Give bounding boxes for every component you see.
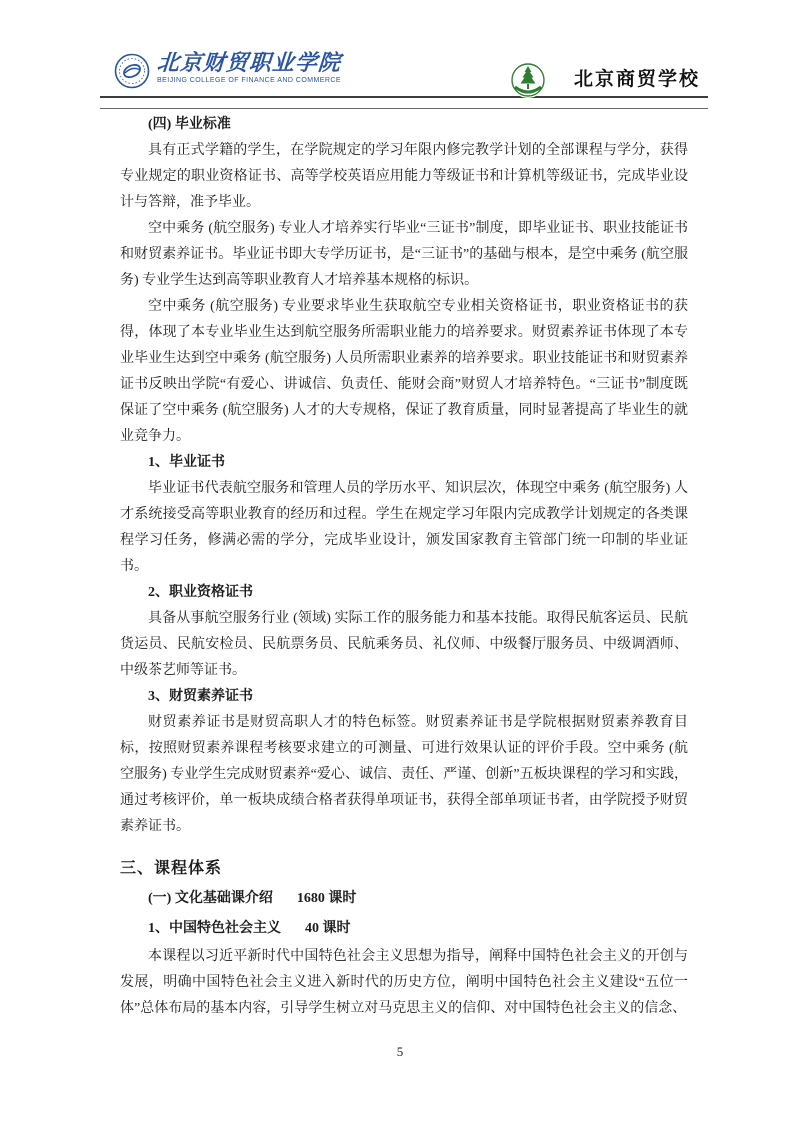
college-seal-icon	[114, 53, 150, 89]
paragraph: 具有正式学籍的学生，在学院规定的学习年限内修完教学计划的全部课程与学分，获得专业规定的职业资格证书、高等学校英语应用能力等级证书和计算机等级证书，完成毕业设计与答辩，准予毕业。	[120, 143, 688, 210]
course-hours: 40 课时	[305, 921, 351, 936]
school-name-zh: 北京商贸学校	[574, 69, 701, 90]
paragraph: 毕业证书代表航空服务和管理人员的学历水平、知识层次，体现空中乘务 (航空服务) 人才系统接受高等职业教育的经历和过程。学生在规定学习年限内完成教学计划规定的各类课程学习任务，修满必需的学分，完成毕业设计，颁发国家教育主管部门统一印制的毕业证书。	[120, 481, 688, 574]
chapter-heading-curriculum: 三、课程体系	[120, 860, 223, 877]
paragraph: 财贸素养证书是财贸高职人才的特色标签。财贸素养证书是学院根据财贸素养教育目标，按照财贸素养课程考核要求建立的可测量、可进行效果认证的评价手段。空中乘务 (航空服务) 专业学生完成财贸素养“爱心、诚信、责任、严谨、创新”五板块课程的学习和实践，通过考核评价，单一板块成绩合格者获得单项证书，获得全部单项证书者，由学院授予财贸素养证书。	[120, 715, 688, 834]
certificate-heading-1: 1、毕业证书	[148, 455, 225, 470]
tree-icon	[510, 62, 546, 98]
paragraph: 本课程以习近平新时代中国特色社会主义思想为指导，阐释中国特色社会主义的开创与发展，明确中国特色社会主义进入新时代的历史方位，阐明中国特色社会主义建设“五位一体”总体布局的基本内容，引导学生树立对马克思主义的信仰、对中国特色社会主义的信念、	[120, 949, 688, 1016]
paragraph: 空中乘务 (航空服务) 专业人才培养实行毕业“三证书”制度，即毕业证书、职业技能证书和财贸素养证书。毕业证书即大专学历证书，是“三证书”的基础与根本，是空中乘务 (航空服务) 专业学生达到高等职业教育人才培养基本规格的标识。	[120, 221, 688, 288]
course-group-hours: 1680 课时	[296, 891, 357, 906]
paragraph: 空中乘务 (航空服务) 专业要求毕业生获取航空专业相关资格证书，职业资格证书的获得，体现了本专业毕业生达到航空服务所需职业能力的培养要求。财贸素养证书体现了本专业毕业生达到空中乘务 (航空服务) 人员所需职业素养的培养要求。职业技能证书和财贸素养证书反映出学院“有爱心、讲诚信、负责任、能财会商”财贸人才培养特色。“三证书”制度既保证了空中乘务 (航空服务) 人才的大专规格，保证了教育质量，同时显著提高了毕业生的就业竞争力。	[120, 299, 688, 444]
course-group-label: (一) 文化基础课介绍	[148, 891, 273, 906]
page-header	[0, 0, 800, 112]
college-name-en: BEIJING COLLEGE OF FINANCE AND COMMERCE	[157, 77, 342, 84]
certificate-heading-3: 3、财贸素养证书	[148, 689, 253, 704]
course-label: 1、中国特色社会主义	[148, 921, 281, 936]
document-body	[120, 112, 688, 1022]
college-logo	[114, 50, 341, 89]
college-name-zh: 北京财贸职业学院	[156, 50, 342, 75]
college-name-block	[157, 50, 341, 84]
header-rule-bottom	[100, 108, 708, 109]
page-number: 5	[396, 1044, 404, 1059]
certificate-heading-2: 2、职业资格证书	[148, 585, 253, 600]
school-logo	[510, 62, 700, 98]
paragraph: 具备从事航空服务行业 (领域) 实际工作的服务能力和基本技能。取得民航客运员、民航货运员、民航安检员、民航票务员、民航乘务员、礼仪师、中级餐厅服务员、中级调酒师、中级茶艺师等证书。	[120, 611, 688, 678]
course-group-line	[120, 884, 688, 914]
course-line	[120, 914, 688, 944]
section-heading-graduation: (四) 毕业标准	[148, 117, 231, 132]
